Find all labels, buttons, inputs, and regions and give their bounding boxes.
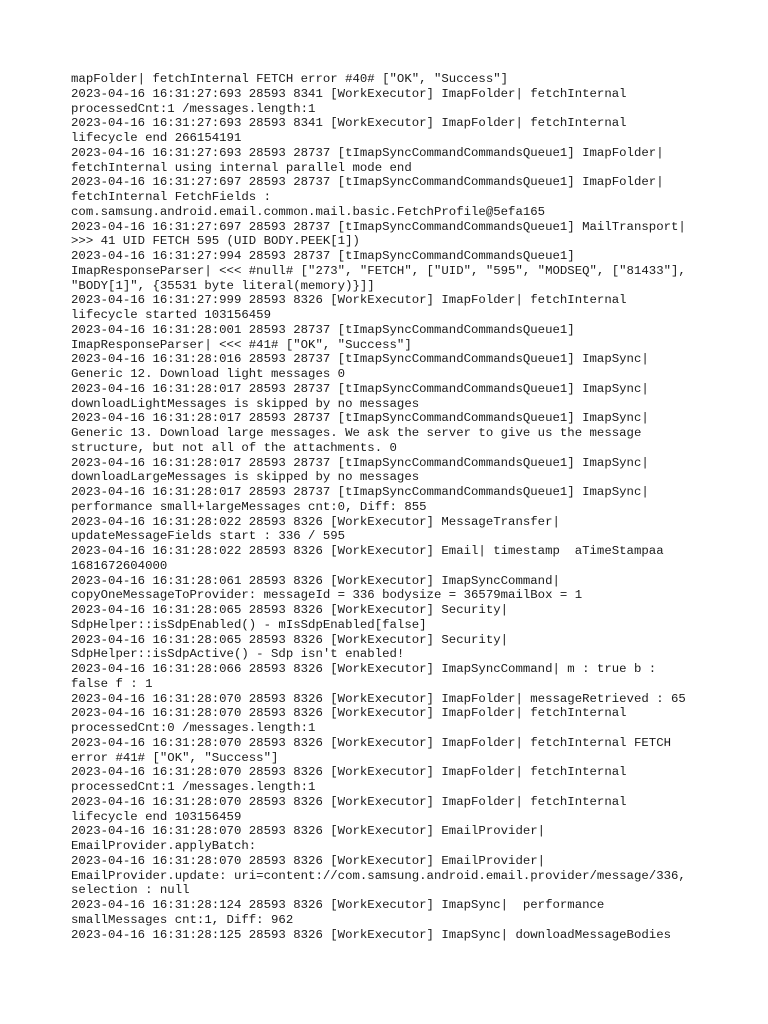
log-line: error #41# ["OK", "Success"] <box>71 750 279 765</box>
log-line: ImapResponseParser| <<< #null# ["273", "FETCH", ["UID", "595", "MODSEQ", ["81433"], <box>71 263 686 278</box>
log-line: lifecycle end 103156459 <box>71 809 242 824</box>
log-line: copyOneMessageToProvider: messageId = 336 bodysize = 36579mailBox = 1 <box>71 588 583 603</box>
log-line: false f : 1 <box>71 676 153 691</box>
log-line: 2023-04-16 16:31:27:994 28593 28737 [tImapSyncCommandCommandsQueue1] <box>71 249 575 263</box>
log-line: ImapResponseParser| <<< #41# ["OK", "Success"] <box>71 337 412 352</box>
log-line: "BODY[1]", {35531 byte literal(memory)}]] <box>71 278 375 293</box>
log-line: 2023-04-16 16:31:28:070 28593 8326 [WorkExecutor] EmailProvider| <box>71 824 546 839</box>
log-line: lifecycle started 103156459 <box>71 308 272 322</box>
log-line: processedCnt:0 /messages.length:1 <box>71 721 316 735</box>
log-line: 2023-04-16 16:31:28:016 28593 28737 [tImapSyncCommandCommandsQueue1] ImapSync| <box>71 352 649 367</box>
log-line: 2023-04-16 16:31:28:070 28593 8326 [WorkExecutor] ImapFolder| messageRetrieved : 65 <box>71 691 686 706</box>
log-line: Generic 12. Download light messages 0 <box>71 367 346 381</box>
log-line: com.samsung.android.email.common.mail.basic.FetchProfile@5efa165 <box>71 204 546 219</box>
log-line: 2023-04-16 16:31:28:017 28593 28737 [tImapSyncCommandCommandsQueue1] ImapSync| <box>71 485 649 499</box>
log-line: selection : null <box>71 883 190 898</box>
log-line: 1681672604000 <box>71 558 168 573</box>
log-line: processedCnt:1 /messages.length:1 <box>71 780 316 794</box>
log-text-block <box>71 72 751 942</box>
log-line: Generic 13. Download large messages. We ask the server to give us the message <box>71 426 642 440</box>
log-line: 2023-04-16 16:31:27:999 28593 8326 [WorkExecutor] ImapFolder| fetchInternal <box>71 293 627 308</box>
log-line: 2023-04-16 16:31:27:693 28593 8341 [WorkExecutor] ImapFolder| fetchInternal <box>71 86 627 101</box>
log-line: EmailProvider.update: uri=content://com.samsung.android.email.provider/message/336, <box>71 868 686 883</box>
log-line: SdpHelper::isSdpEnabled() - mIsSdpEnabled[false] <box>71 617 427 632</box>
log-line: 2023-04-16 16:31:28:065 28593 8326 [WorkExecutor] Security| <box>71 603 509 617</box>
log-line: 2023-04-16 16:31:28:022 28593 8326 [WorkExecutor] MessageTransfer| <box>71 514 560 529</box>
log-line: SdpHelper::isSdpActive() - Sdp isn't enabled! <box>71 647 405 662</box>
log-line: 2023-04-16 16:31:28:070 28593 8326 [WorkExecutor] ImapFolder| fetchInternal <box>71 706 627 721</box>
log-line: fetchInternal using internal parallel mode end <box>71 160 412 175</box>
log-line: 2023-04-16 16:31:27:697 28593 28737 [tImapSyncCommandCommandsQueue1] MailTransport| <box>71 219 686 234</box>
log-line: mapFolder| fetchInternal FETCH error #40# ["OK", "Success"] <box>71 72 509 86</box>
log-line: downloadLightMessages is skipped by no messages <box>71 396 420 411</box>
log-line: fetchInternal FetchFields : <box>71 190 272 204</box>
log-line: 2023-04-16 16:31:28:001 28593 28737 [tImapSyncCommandCommandsQueue1] <box>71 322 575 337</box>
log-line: processedCnt:1 /messages.length:1 <box>71 101 316 116</box>
log-line: 2023-04-16 16:31:28:070 28593 8326 [WorkExecutor] EmailProvider| <box>71 853 546 868</box>
log-line: 2023-04-16 16:31:28:070 28593 8326 [WorkExecutor] ImapFolder| fetchInternal FETCH <box>71 735 672 750</box>
log-line: downloadLargeMessages is skipped by no messages <box>71 470 420 485</box>
log-line: 2023-04-16 16:31:28:017 28593 28737 [tImapSyncCommandCommandsQueue1] ImapSync| <box>71 411 649 426</box>
log-line: 2023-04-16 16:31:27:697 28593 28737 [tImapSyncCommandCommandsQueue1] ImapFolder| <box>71 175 664 190</box>
log-line: performance small+largeMessages cnt:0, Diff: 855 <box>71 499 427 514</box>
log-line: 2023-04-16 16:31:28:066 28593 8326 [WorkExecutor] ImapSyncCommand| m : true b : <box>71 662 657 676</box>
log-line: 2023-04-16 16:31:28:065 28593 8326 [WorkExecutor] Security| <box>71 632 509 647</box>
log-line: 2023-04-16 16:31:27:693 28593 8341 [WorkExecutor] ImapFolder| fetchInternal <box>71 116 627 131</box>
log-line: EmailProvider.applyBatch: <box>71 839 257 853</box>
log-line: lifecycle end 266154191 <box>71 131 242 145</box>
log-line: 2023-04-16 16:31:28:125 28593 8326 [WorkExecutor] ImapSync| downloadMessageBodies <box>71 927 672 942</box>
log-line: 2023-04-16 16:31:28:022 28593 8326 [WorkExecutor] Email| timestamp aTimeStampaa <box>71 544 664 558</box>
log-line: smallMessages cnt:1, Diff: 962 <box>71 912 294 927</box>
log-line: 2023-04-16 16:31:28:124 28593 8326 [WorkExecutor] ImapSync| performance <box>71 898 605 912</box>
log-line: updateMessageFields start : 336 / 595 <box>71 529 346 544</box>
log-line: 2023-04-16 16:31:27:693 28593 28737 [tImapSyncCommandCommandsQueue1] ImapFolder| <box>71 145 664 160</box>
log-line: 2023-04-16 16:31:28:070 28593 8326 [WorkExecutor] ImapFolder| fetchInternal <box>71 765 627 780</box>
log-line: 2023-04-16 16:31:28:061 28593 8326 [WorkExecutor] ImapSyncCommand| <box>71 573 560 588</box>
log-line: 2023-04-16 16:31:28:070 28593 8326 [WorkExecutor] ImapFolder| fetchInternal <box>71 794 627 809</box>
log-line: structure, but not all of the attachments. 0 <box>71 440 397 455</box>
log-line: 2023-04-16 16:31:28:017 28593 28737 [tImapSyncCommandCommandsQueue1] ImapSync| <box>71 455 649 470</box>
log-line: 2023-04-16 16:31:28:017 28593 28737 [tImapSyncCommandCommandsQueue1] ImapSync| <box>71 381 649 396</box>
log-line: >>> 41 UID FETCH 595 (UID BODY.PEEK[1]) <box>71 234 360 249</box>
